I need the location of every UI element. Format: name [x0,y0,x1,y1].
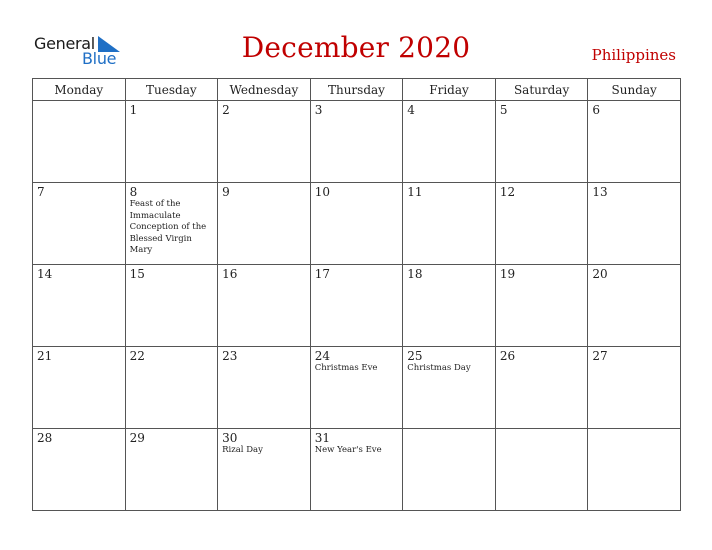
day-number: 22 [129,349,145,363]
weekday-header: Thursday [310,79,403,101]
day-number: 12 [499,185,516,199]
day-cell [403,265,496,347]
day-cell [125,429,218,511]
day-cell [310,183,403,265]
day-number: 9 [222,185,230,199]
weekday-header: Friday [403,79,496,101]
day-number: 15 [129,267,145,281]
day-number: 23 [222,349,238,363]
day-number: 31 [314,431,330,445]
day-number: 21 [37,349,53,363]
week-row [33,101,681,183]
day-number: 2 [222,103,230,117]
day-number: 30 [222,431,238,445]
day-cell [588,265,681,347]
day-number: 13 [592,185,608,199]
day-cell [218,183,311,265]
day-number: 20 [592,267,608,281]
week-row [33,347,681,429]
day-cell [125,347,218,429]
day-cell [218,265,311,347]
day-cell [310,429,403,511]
weekday-header-row [33,79,681,101]
day-number: 24 [314,349,330,363]
day-number: 5 [499,103,508,117]
week-row [33,429,681,511]
day-number: 14 [37,267,53,281]
day-number: 29 [129,431,145,445]
day-cell [125,101,218,183]
day-cell [310,265,403,347]
day-cell [33,265,126,347]
day-cell [403,429,496,511]
day-cell [218,101,311,183]
weekday-header: Monday [33,79,126,101]
day-cell [310,101,403,183]
day-cell [218,347,311,429]
logo-word-blue: Blue [82,49,117,68]
day-cell [403,347,496,429]
day-cell [495,347,588,429]
day-cell [33,429,126,511]
day-number: 3 [314,103,323,117]
week-row [33,183,681,265]
holiday-label: Feast of the Immaculate Conception of the Blessed Virgin Mary [129,199,207,255]
day-cell [125,265,218,347]
day-cell [495,101,588,183]
day-number: 28 [37,431,53,445]
holiday-label: Rizal Day [222,445,263,455]
day-number: 11 [407,185,423,199]
day-cell [33,347,126,429]
day-cell [33,183,126,265]
day-number: 16 [222,267,238,281]
day-number: 8 [129,185,138,199]
week-row [33,265,681,347]
day-number: 27 [592,349,608,363]
weekday-header: Sunday [588,79,681,101]
day-number: 25 [407,349,423,363]
calendar-grid [32,78,681,511]
day-cell [495,183,588,265]
weekday-header: Wednesday [218,79,311,101]
day-cell [588,429,681,511]
day-cell [588,183,681,265]
day-cell [403,101,496,183]
day-cell [310,347,403,429]
holiday-label: New Year's Eve [314,445,382,455]
day-cell [588,101,681,183]
day-cell [218,429,311,511]
day-cell [495,429,588,511]
holiday-label: Christmas Eve [314,363,378,373]
day-number: 10 [314,185,330,199]
day-number: 7 [37,185,45,199]
day-cell [495,265,588,347]
day-cell [125,183,218,265]
holiday-label: Christmas Day [407,363,471,373]
country-label: Philippines [591,46,676,64]
day-cell [588,347,681,429]
weekday-header: Saturday [495,79,588,101]
day-number: 4 [407,103,415,117]
day-number: 19 [499,267,516,281]
day-number: 18 [407,267,423,281]
day-number: 6 [592,103,601,117]
day-cell [33,101,126,183]
weekday-header: Tuesday [125,79,218,101]
day-number: 26 [499,349,516,363]
day-cell [403,183,496,265]
day-number: 17 [314,267,330,281]
day-number: 1 [129,103,138,117]
logo-word-general: General [34,34,95,53]
calendar-title: December 2020 [241,31,471,64]
